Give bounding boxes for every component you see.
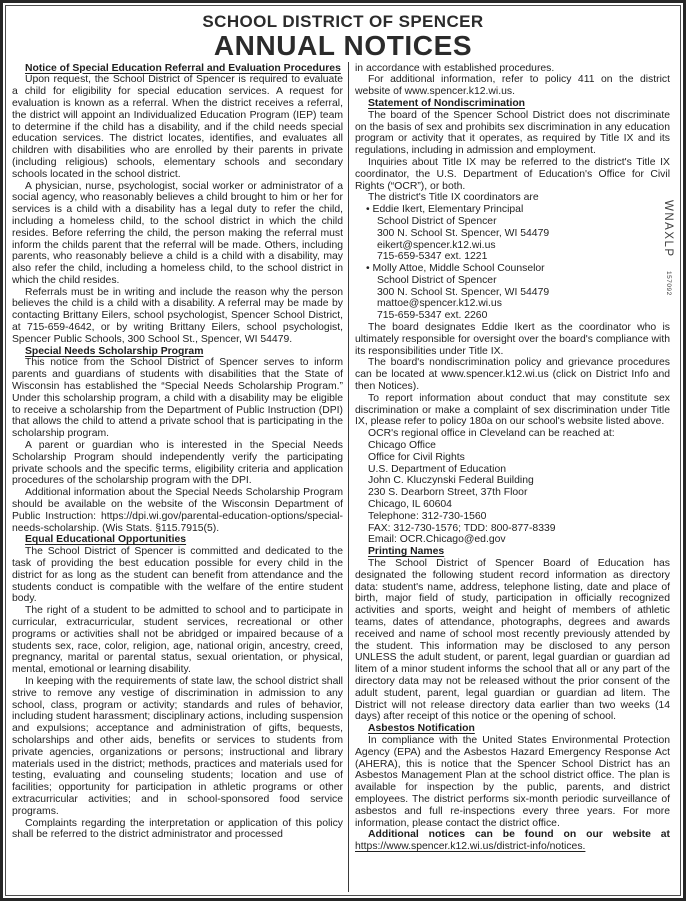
paragraph: In compliance with the United States Environmental Protection Agency (EPA) and the Asbestos Hazard Emergency Response Act (AHERA), this is notice that the Spencer School District has an Asbestos Management Plan at the school district office. The plan is available for inspection by the public, parents, and district employees. The district performs six-month periodic surveillance of asbestos and full re-inspections every three years. For more information, please contact the district office.: [355, 734, 670, 829]
section-heading-equal-educational-opportunities: Equal Educational Opportunities: [25, 534, 187, 546]
coordinator-entry: [355, 204, 670, 263]
paragraph: The district's Title IX coordinators are: [368, 192, 539, 204]
coordinator-address: 300 N. School St. Spencer, WI 54479: [377, 227, 550, 239]
ocr-address-line: U.S. Department of Education: [368, 463, 507, 475]
coordinator-address: 300 N. School St. Spencer, WI 54479: [377, 286, 550, 298]
section-heading-printing-names: Printing Names: [368, 546, 445, 558]
paragraph: The School District of Spencer Board of Education has designated the following student record information as directory data: student's name, address, telephone listing, date and place of birth, major field of study, participation in officially recognized activities and sports, weight and height of members of athletic teams, dates of attendance, photographs, degrees and awards received and name of school most recently previously attended by the student. This information may be disclosed to any person UNLESS the adult student, or parent, legal guardian or guardian ad litem of a minor student informs the school that all or any part of the directory data may not be released without the prior consent of the adult student, parent, legal guardian or guardian ad litem. The District will not release directory data earlier than two weeks (14 days) after receipt of this notice or the opening of school.: [355, 558, 670, 723]
paragraph: OCR's regional office in Cleveland can be reached at:: [368, 428, 615, 440]
wnaxlp-code: WNAXLP: [662, 200, 674, 258]
left-column: [10, 62, 349, 892]
paragraph: A parent or guardian who is interested in the Special Needs Scholarship Program should independently verify the participating private schools and the specific terms, eligibility criteria and application procedures of the scholarship program with the DPI.: [12, 440, 343, 487]
publication-marker: [660, 200, 676, 296]
ocr-address-line: Chicago Office: [368, 440, 436, 452]
paragraph: The right of a student to be admitted to school and to participate in curricular, extracurricular, student services, recreational or other programs or activities shall not be abridged or impaired because of a students sex, race, color, religion, age, national origin, ancestry, creed, pregnancy, marital or parental status, sexual orientation, or physical, mental, emotional or learning disability.: [12, 605, 343, 676]
paragraph: Referrals must be in writing and include the reason why the person believes the child is a child with a disability. A referral may be made by contacting Brittany Eilers, school psychologist, Spencer School District, at 715-659-4642, or by writing Brittany Eilers, school psychologist, Spencer Public Schools, 300 School St., Spencer, WI 54479.: [12, 286, 343, 345]
paragraph: Complaints regarding the interpretation or application of this policy shall be referred to the district administrator and processed: [12, 817, 343, 841]
ocr-address-line: 230 S. Dearborn Street, 37th Floor: [368, 487, 528, 499]
paragraph: In keeping with the requirements of state law, the school district shall strive to remove any vestige of discrimination in admission to any school, class, program or activity; standards and rules of behavior, including student harassment; disciplinary actions, including suspension and expulsions; acceptance and administration of gifts, bequests, scholarships and other aids, benefits or services to students from private agencies, organizations or persons; instructional and library materials used in the district; methods, practices and materials used for testing, evaluating and counseling students; location and use of facilities; opportunity for participation in athletic programs or other extracurricular activities; and in school-sponsored food service programs.: [12, 675, 343, 817]
inner-border-frame: [5, 5, 681, 896]
coordinator-phone: 715-659-5347 ext. 1221: [377, 251, 488, 263]
paragraph: Inquiries about Title IX may be referred to the district's Title IX coordinator, the U.S. Department of Education's Office for Civil Rights (“OCR”), or both.: [355, 156, 670, 192]
notice-number: 157092: [665, 271, 672, 296]
section-heading-asbestos-notification: Asbestos Notification: [368, 723, 475, 735]
section-heading-nondiscrimination: Statement of Nondiscrimination: [368, 97, 526, 109]
ocr-address-line: Chicago, IL 60604: [368, 499, 452, 511]
two-column-layout: [10, 62, 676, 892]
ocr-address-line: FAX: 312-730-1576; TDD: 800-877-8339: [368, 522, 556, 534]
coordinator-phone: 715-659-5347 ext. 2260: [377, 310, 488, 322]
coordinator-org: School District of Spencer: [377, 215, 497, 227]
ocr-address-line: Email: OCR.Chicago@ed.gov: [368, 534, 506, 546]
coordinator-name: • Molly Attoe, Middle School Counselor: [377, 263, 670, 275]
continuation-paragraph: in accordance with established procedures.: [355, 62, 555, 74]
ocr-address-line: Office for Civil Rights: [368, 451, 465, 463]
paragraph: For additional information, refer to policy 411 on the district website of www.spencer.k12.wi.us.: [355, 74, 670, 98]
paragraph: The board designates Eddie Ikert as the coordinator who is ultimately responsible for oversight over the board's compliance with its responsibilities under Title IX.: [355, 322, 670, 357]
additional-notices-paragraph: [355, 829, 670, 853]
section-heading-special-education: Notice of Special Education Referral and Evaluation Procedures: [25, 62, 341, 74]
ocr-address-line: John C. Kluczynski Federal Building: [368, 475, 534, 487]
paragraph: This notice from the School District of Spencer serves to inform parents and guardians of students with disabilities that the State of Wisconsin has established the “Special Needs Scholarship Program.” Under this scholarship program, a child with a disability may be eligible to receive a scholarship from the Department of Public Instruction (DPI) that allows the child to attend a private school that is participating in the scholarship program.: [12, 357, 343, 440]
district-title: SCHOOL DISTRICT OF SPENCER: [202, 12, 484, 31]
paragraph: The School District of Spencer is committed and dedicated to the task of providing the best education possible for every child in the district for as long as the student can benefit from attendance and the students conduct is compatible with the welfare of the entire student body.: [12, 546, 343, 605]
district-notices-url: https://www.spencer.k12.wi.us/district-info/notices.: [355, 841, 586, 853]
section-heading-special-needs-scholarship: Special Needs Scholarship Program: [25, 345, 204, 357]
paragraph: The board of the Spencer School District does not discriminate on the basis of sex and prohibits sex discrimination in any education program or activity that it operates, as required by Title IX and its regulations, including in admission and employment.: [355, 109, 670, 157]
paragraph: The board's nondiscrimination policy and grievance procedures can be located at www.spencer.k12.wi.us (click on District Info and then Notices).: [355, 357, 670, 393]
paragraph: To report information about conduct that may constitute sex discrimination or make a complaint of sex discrimination under Title IX, please refer to policy 180a on our school's website listed above.: [355, 392, 670, 428]
paragraph: Upon request, the School District of Spencer is required to evaluate a child for eligibility for special education services. A request for evaluation is known as a referral. When the district receives a referral, the district will appoint an Individualized Education Program (IEP) team to determine if the child has a disability, and if the child needs special education services. The district locates, identifies, and evaluates all children with disabilities who are enrolled by their parents in private (including religious) schools, elementary schools and secondary schools located in the school district.: [12, 74, 343, 180]
coordinator-email: mattoe@spencer.k12.wi.us: [377, 298, 502, 310]
paragraph: Additional information about the Special Needs Scholarship Program should be available on the website of the Wisconsin Department of Public Instruction: https://dpi.wi.gov/parental-education-options/special-needs-scholarship. (Wis Stats. §115.7915(5).: [12, 487, 343, 534]
coordinator-name: • Eddie Ikert, Elementary Principal: [377, 204, 670, 216]
page-title: ANNUAL NOTICES: [213, 29, 473, 61]
coordinator-org: School District of Spencer: [377, 274, 497, 286]
masthead: [10, 8, 676, 62]
ocr-address-line: Telephone: 312-730-1560: [368, 510, 487, 522]
coordinator-email: eikert@spencer.k12.wi.us: [377, 239, 496, 251]
coordinator-entry: [355, 263, 670, 322]
right-column: [349, 62, 676, 892]
additional-notices-text: Additional notices can be found on our website at: [368, 829, 670, 841]
paragraph: A physician, nurse, psychologist, social worker or administrator of a social agency, who reasonably believes a child brought to him or her for services is a child with a disability has a legal duty to refer the child, including a homeless child, to the school district in which the child resides. Before referring the child, the person making the referral must inform the childs parent that the referral will be made. Others, including parents, who reasonably believe a child is a child with a disability, may also refer the child, including a homeless child, to the school district in which the child resides.: [12, 180, 343, 286]
